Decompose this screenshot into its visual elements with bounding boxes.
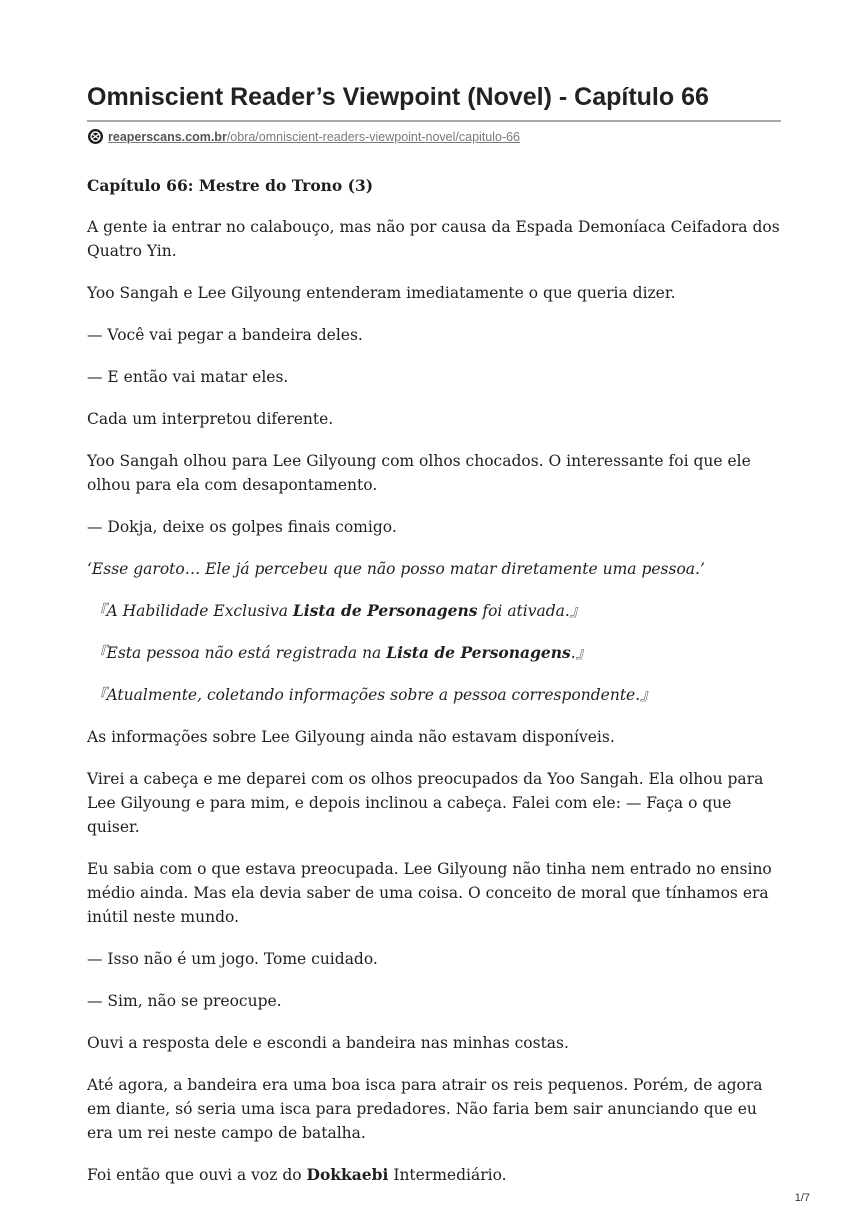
dialogue-line: — Sim, não se preocupe.: [87, 992, 282, 1010]
paragraph: Yoo Sangah e Lee Gilyoung entenderam imediatamente o que queria dizer.: [87, 284, 676, 302]
system-keyword: Lista de Personagens: [386, 643, 571, 662]
source-path: /obra/omniscient-readers-viewpoint-novel/capitulo-66: [226, 129, 521, 144]
paragraph: A gente ia entrar no calabouço, mas não por causa da Espada Demoníaca Ceifadora dos Quatro Yin.: [87, 218, 780, 260]
paragraph: Ouvi a resposta dele e escondi a bandeira nas minhas costas.: [87, 1034, 569, 1052]
title-divider: [87, 120, 781, 122]
paragraph: As informações sobre Lee Gilyoung ainda não estavam disponíveis.: [87, 728, 615, 746]
page-number: 1/7: [794, 1192, 810, 1204]
reaper-logo-icon: [87, 128, 104, 145]
dialogue-line: — E então vai matar eles.: [87, 368, 289, 386]
source-domain: reaperscans.com.br: [108, 129, 227, 144]
system-message: 『A Habilidade Exclusiva Lista de Personagens foi ativada.』: [91, 601, 586, 620]
paragraph: Eu sabia com o que estava preocupada. Lee Gilyoung não tinha nem entrado no ensino médio ainda. Mas ela devia saber de uma coisa. O conceito de moral que tínhamos era inútil neste mundo.: [87, 860, 772, 926]
source-link[interactable]: [108, 130, 520, 144]
paragraph: Virei a cabeça e me deparei com os olhos preocupados da Yoo Sangah. Ela olhou para Lee Gilyoung e para mim, e depois inclinou a cabeça. Falei com ele: — Faça o que quiser.: [87, 770, 764, 836]
bold-term: Dokkaebi: [306, 1165, 389, 1184]
paragraph: Yoo Sangah olhou para Lee Gilyoung com olhos chocados. O interessante foi que ele olhou para ela com desapontamento.: [87, 452, 751, 494]
dialogue-line: — Dokja, deixe os golpes finais comigo.: [87, 518, 397, 536]
article-body: [87, 170, 787, 1205]
paragraph: Foi então que ouvi a voz do Dokkaebi Intermediário.: [87, 1165, 507, 1184]
chapter-heading: Capítulo 66: Mestre do Trono (3): [87, 176, 374, 195]
system-message: 『Esta pessoa não está registrada na Lista de Personagens.』: [91, 643, 592, 662]
system-message: 『Atualmente, coletando informações sobre a pessoa correspondente.』: [91, 686, 656, 704]
dialogue-line: — Você vai pegar a bandeira deles.: [87, 326, 363, 344]
system-keyword: Lista de Personagens: [292, 601, 478, 620]
page-title: Omniscient Reader’s Viewpoint (Novel) - Capítulo 66: [87, 83, 709, 111]
dialogue-line: — Isso não é um jogo. Tome cuidado.: [87, 950, 378, 968]
paragraph: Até agora, a bandeira era uma boa isca para atrair os reis pequenos. Porém, de agora em diante, só seria uma isca para predadores. Não faria bem sair anunciando que eu era um rei neste campo de batalha.: [87, 1076, 763, 1142]
paragraph: Cada um interpretou diferente.: [87, 410, 334, 428]
source-line: [87, 128, 520, 145]
thought-line: ‘Esse garoto… Ele já percebeu que não posso matar diretamente uma pessoa.’: [87, 560, 705, 578]
